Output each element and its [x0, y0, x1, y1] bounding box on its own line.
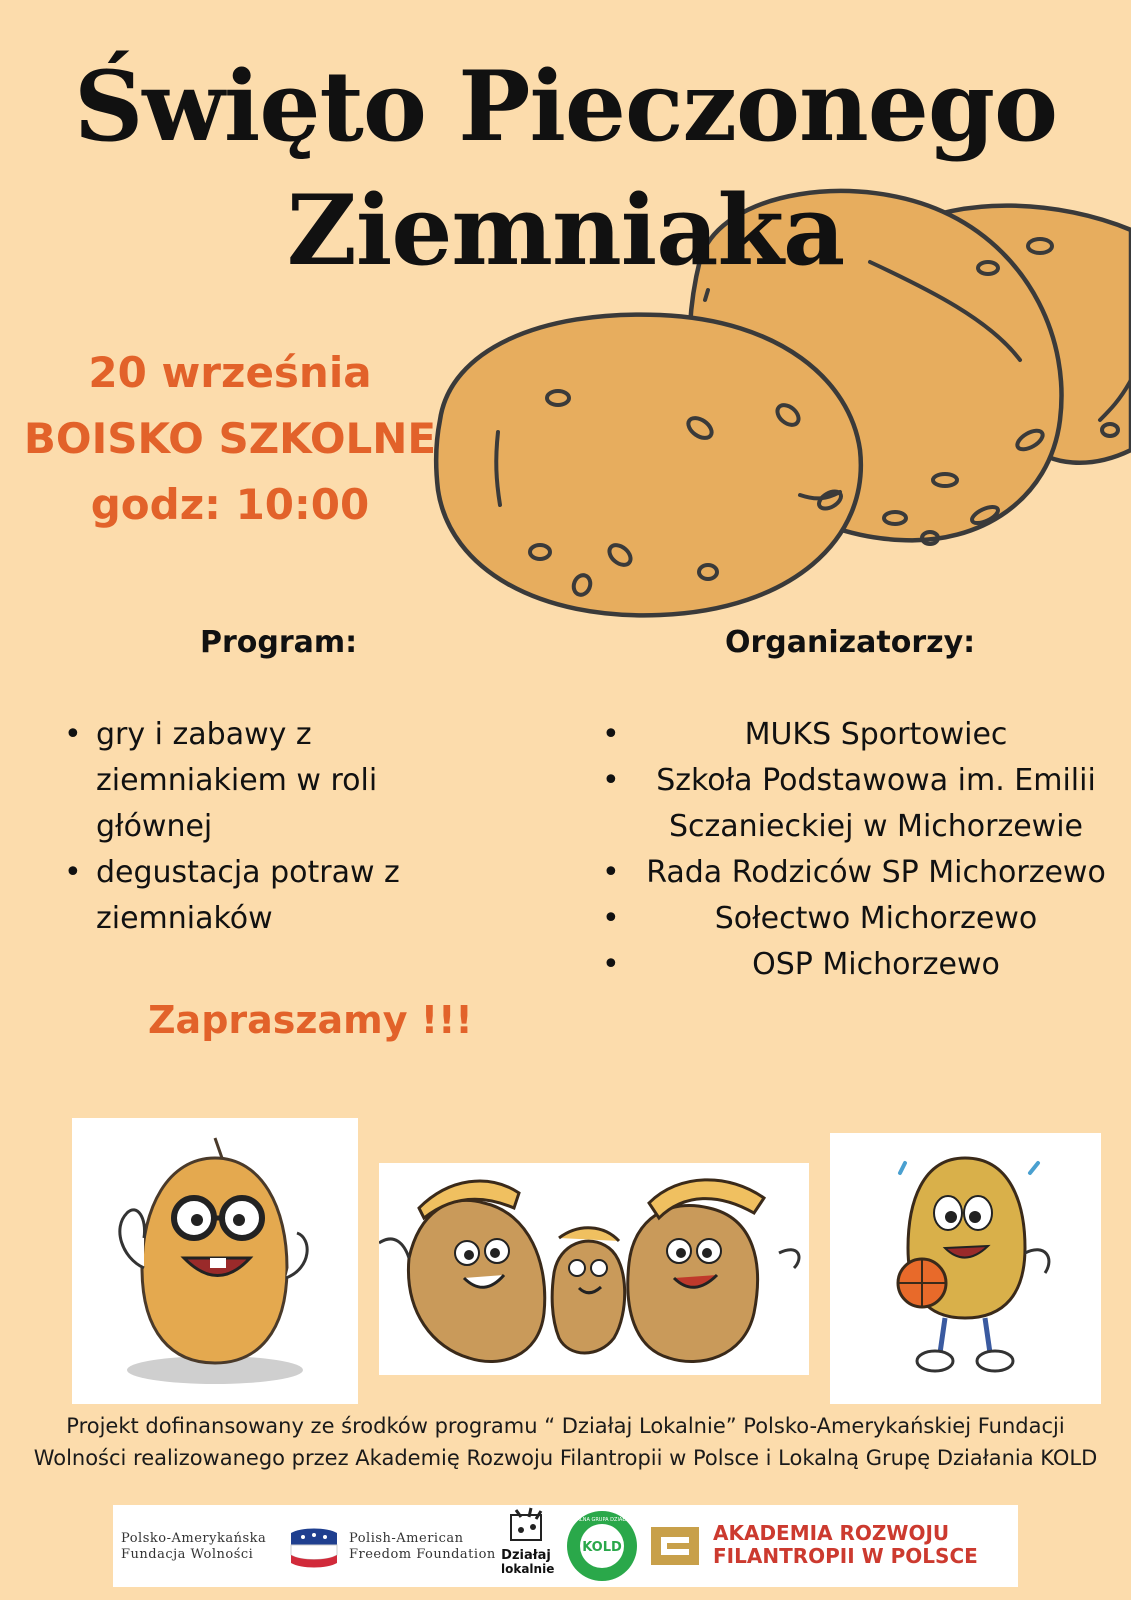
pafw-pl-line-1: Polsko-Amerykańska	[121, 1531, 267, 1546]
pafw-en-line-2: Freedom Foundation	[349, 1547, 496, 1562]
kold-text: KOLD	[582, 1540, 622, 1555]
event-place: BOISKO SZKOLNE	[23, 414, 437, 463]
arf-logo-icon	[649, 1525, 701, 1567]
pafw-polish-logo-text	[121, 1531, 266, 1563]
event-info	[20, 340, 440, 538]
title-line-1: Święto Pieczonego	[73, 50, 1058, 163]
cartoon-potato-family	[379, 1163, 809, 1375]
kold-ring-text: LOKALNA GRUPA DZIAŁANIA	[566, 1517, 638, 1523]
organizer-item: • Szkoła Podstawowa im. Emilii Sczanieckiej w Michorzewie	[598, 758, 1118, 850]
program-list	[60, 712, 460, 942]
organizer-item: • Rada Rodziców SP Michorzewo	[598, 850, 1118, 896]
cartoon-potato-glasses	[72, 1118, 358, 1404]
arf-line-2: FILANTROPII W POLSCE	[713, 1544, 978, 1568]
event-time: godz: 10:00	[90, 480, 370, 529]
dzialaj-lokalnie-logo	[501, 1505, 555, 1587]
potato-front	[436, 315, 861, 616]
funding-note-line-1: Projekt dofinansowany ze środków programu “ Działaj Lokalnie” Polsko-Amerykańskiej Fundacji	[66, 1414, 1065, 1438]
program-item: • gry i zabawy z ziemniakiem w roli głównej	[60, 712, 460, 850]
page-title	[0, 45, 1131, 293]
cartoon-potato-basketball	[830, 1133, 1101, 1404]
dzialaj-line-1: Działaj	[501, 1548, 551, 1563]
organizers-list	[598, 712, 1118, 988]
invite-text: Zapraszamy !!!	[148, 998, 473, 1042]
kold-logo	[565, 1509, 639, 1583]
organizers-heading: Organizatorzy:	[725, 625, 976, 660]
pafw-english-logo-text	[349, 1531, 496, 1563]
arf-line-1: AKADEMIA ROZWOJU	[713, 1521, 950, 1545]
pafw-flag-icon	[289, 1525, 339, 1569]
sponsor-logos	[113, 1505, 1018, 1587]
organizer-item: • OSP Michorzewo	[598, 942, 1118, 988]
organizer-item: • Sołectwo Michorzewo	[598, 896, 1118, 942]
funding-note	[0, 1410, 1131, 1474]
arf-logo-text	[713, 1522, 978, 1568]
dzialaj-line-2: lokalnie	[501, 1562, 555, 1576]
funding-note-line-2: Wolności realizowanego przez Akademię Rozwoju Filantropii w Polsce i Lokalną Grupę Działania KOLD	[33, 1446, 1098, 1470]
organizer-item: • MUKS Sportowiec	[598, 712, 1118, 758]
title-line-2: Ziemniaka	[286, 174, 845, 287]
pafw-en-line-1: Polish-American	[349, 1531, 464, 1546]
program-heading: Program:	[200, 625, 358, 660]
program-item: • degustacja potraw z ziemniaków	[60, 850, 460, 942]
dzialaj-lokalnie-icon	[501, 1505, 551, 1545]
event-date: 20 września	[88, 348, 372, 397]
pafw-pl-line-2: Fundacja Wolności	[121, 1547, 254, 1562]
